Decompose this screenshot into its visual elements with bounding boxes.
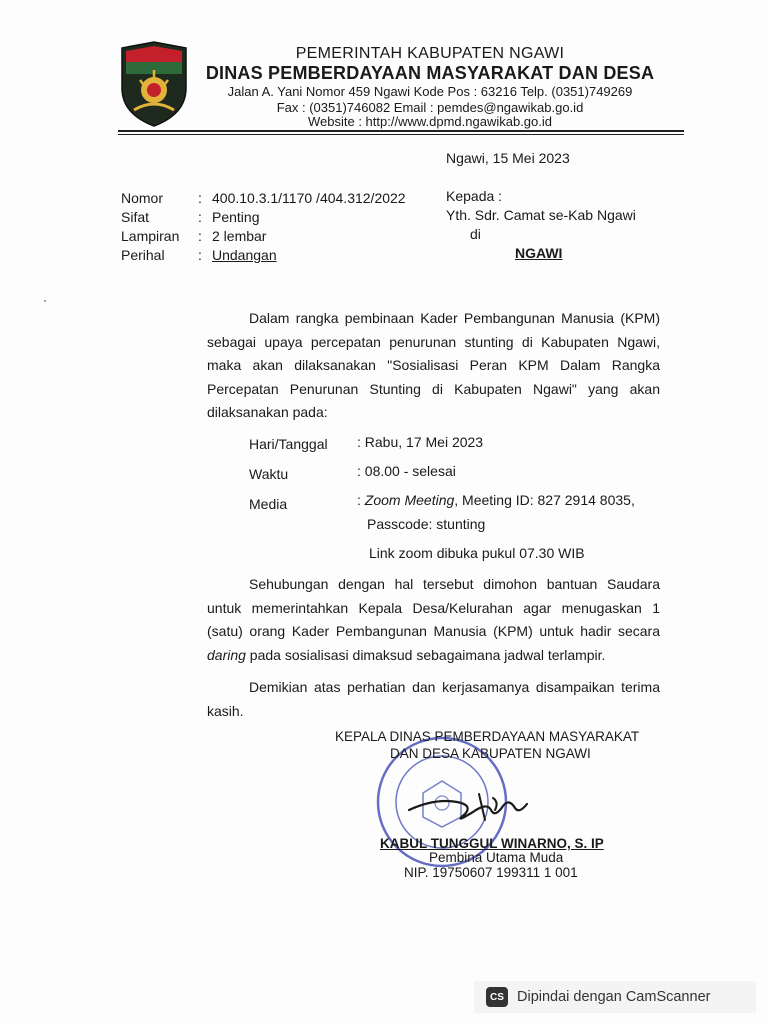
hari-value: : Rabu, 17 Mei 2023 <box>357 434 484 450</box>
signatory-title-1: KEPALA DINAS PEMBERDAYAAN MASYARAKAT <box>335 729 640 744</box>
nomor-label: Nomor <box>121 190 164 206</box>
perihal-label: Perihal <box>121 247 165 263</box>
perihal-colon: : <box>198 247 202 263</box>
waktu-label: Waktu <box>249 466 289 482</box>
signatory-rank: Pembina Utama Muda <box>429 850 564 865</box>
media-value <box>357 492 635 508</box>
paragraph-request-daring: daring <box>207 646 246 663</box>
media-colon: : <box>357 492 361 508</box>
lampiran-value: 2 lembar <box>212 228 267 244</box>
lampiran-label: Lampiran <box>121 228 180 244</box>
camscanner-icon: CS <box>486 987 508 1007</box>
recipient-di: di <box>470 226 481 242</box>
letterhead-government: PEMERINTAH KABUPATEN NGAWI <box>295 45 565 62</box>
paragraph-request-text-a: Sehubungan dengan hal tersebut dimohon bantuan Saudara untuk memerintahkan Kepala Desa/Kelurahan agar menugaskan 1 (satu) orang Kader Pembangunan Manusia (KPM) untuk hadir secara <box>207 576 660 639</box>
paragraph-closing <box>207 676 660 723</box>
recipient-name: Yth. Sdr. Camat se-Kab Ngawi <box>446 207 636 223</box>
nomor-colon: : <box>198 190 202 206</box>
letterhead-fax-email: Fax : (0351)746082 Email : pemdes@ngawikab.go.id <box>276 100 584 115</box>
zoom-link-time: Link zoom dibuka pukul 07.30 WIB <box>369 545 585 561</box>
recipient-kepada: Kepada : <box>446 188 503 204</box>
letterhead-address: Jalan A. Yani Nomor 459 Ngawi Kode Pos : 63216 Telp. (0351)749269 <box>227 84 633 99</box>
paragraph-intro <box>207 307 660 425</box>
lampiran-colon: : <box>198 228 202 244</box>
paragraph-intro-text: Dalam rangka pembinaan Kader Pembangunan Manusia (KPM) sebagai upaya percepatan penurunan stunting di Kabupaten Ngawi, maka akan dilaksanakan "Sosialisasi Peran KPM Dalam Rangka Percepatan Penurunan Stunting di Kabupaten Ngawi" yang akan dilaksanakan pada: <box>207 310 660 420</box>
paragraph-closing-text: Demikian atas perhatian dan kerjasamanya disampaikan terima kasih. <box>207 679 660 719</box>
handwritten-signature-icon <box>395 780 535 840</box>
waktu-value: : 08.00 - selesai <box>357 463 456 479</box>
paragraph-request <box>207 573 660 667</box>
signatory-nip: NIP. 19750607 199311 1 001 <box>404 865 578 880</box>
recipient-place: NGAWI <box>515 245 563 261</box>
sifat-colon: : <box>198 209 202 225</box>
letter-date: Ngawi, 15 Mei 2023 <box>446 150 570 166</box>
nomor-value: 400.10.3.1/1170 /404.312/2022 <box>212 190 406 206</box>
camscanner-watermark <box>474 981 756 1013</box>
ngawi-emblem-icon <box>118 40 190 128</box>
paragraph-request-text-b: pada sosialisasi dimaksud sebagaimana jadwal terlampir. <box>245 646 606 663</box>
media-zoom: Zoom Meeting <box>364 492 455 508</box>
letterhead-rule <box>118 130 684 132</box>
sifat-label: Sifat <box>121 209 150 225</box>
sifat-value: Penting <box>212 209 260 225</box>
hari-label: Hari/Tanggal <box>249 436 328 452</box>
scan-speck <box>44 300 46 302</box>
letterhead-agency: DINAS PEMBERDAYAAN MASYARAKAT DAN DESA <box>205 63 655 83</box>
perihal-value: Undangan <box>212 247 277 263</box>
signatory-title-2: DAN DESA KABUPATEN NGAWI <box>390 746 591 761</box>
signatory-name: KABUL TUNGGUL WINARNO, S. IP <box>380 836 604 851</box>
camscanner-label: Dipindai dengan CamScanner <box>517 989 711 1005</box>
media-label: Media <box>249 496 288 512</box>
letterhead-rule-thin <box>118 134 684 135</box>
passcode: Passcode: stunting <box>367 516 486 532</box>
letterhead-website: Website : http://www.dpmd.ngawikab.go.id <box>308 114 552 129</box>
media-meeting-id: , Meeting ID: 827 2914 8035, <box>454 492 635 508</box>
